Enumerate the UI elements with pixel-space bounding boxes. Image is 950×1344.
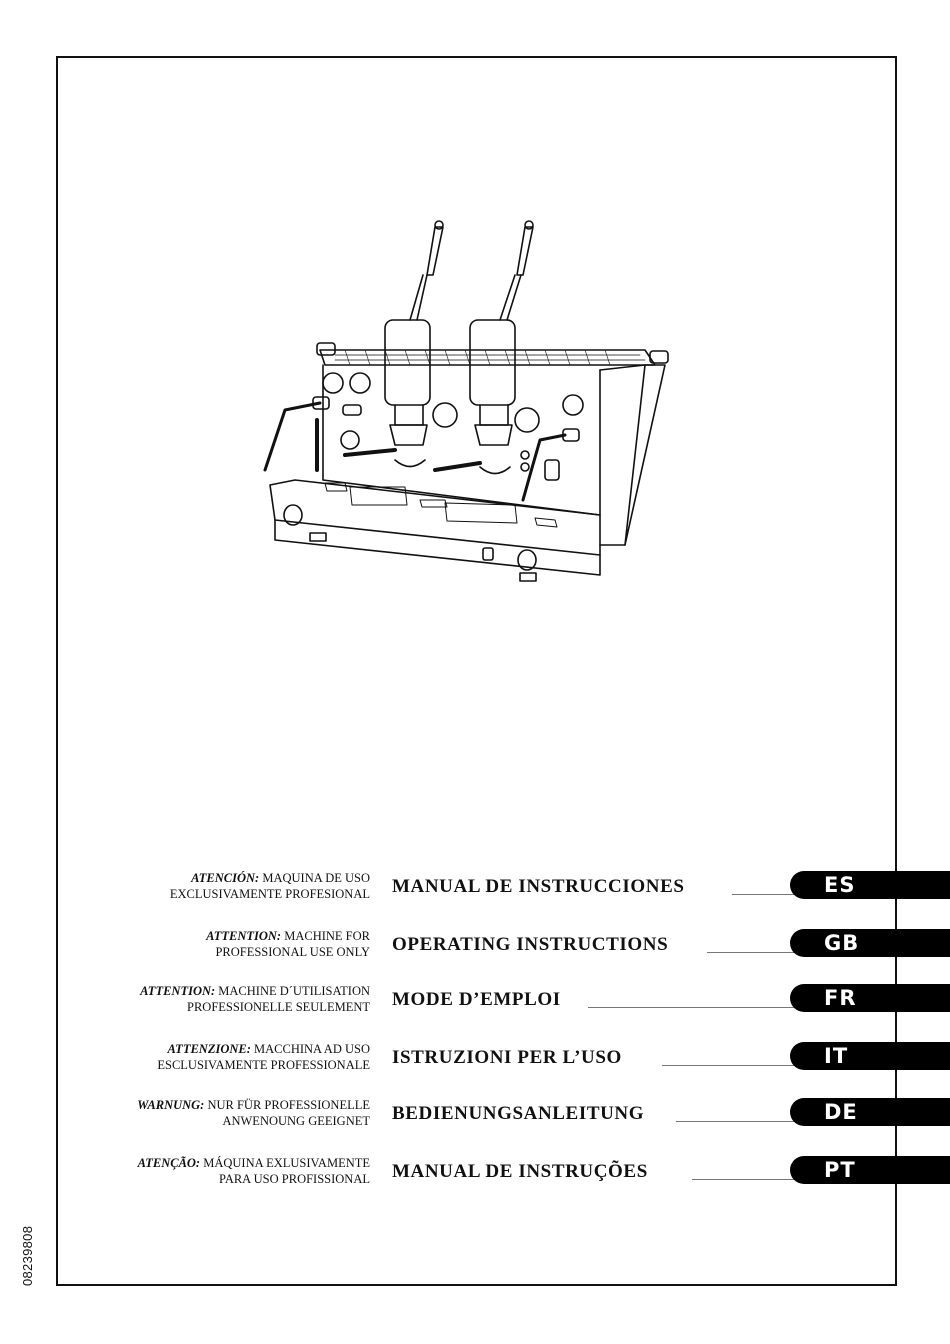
espresso-machine-illustration [255, 215, 675, 585]
warning-text: ANWENOUNG GEEIGNET [222, 1114, 370, 1128]
language-code: PT [824, 1158, 856, 1182]
language-section-fr [0, 983, 950, 1023]
warning-note [70, 1155, 370, 1187]
warning-note [70, 983, 370, 1015]
manual-title: MANUAL DE INSTRUCCIONES [392, 876, 685, 897]
leader-line [588, 1007, 810, 1008]
language-code: GB [824, 931, 860, 955]
warning-text: PROFESSIONAL USE ONLY [215, 945, 370, 959]
warning-text: MACHINE D´UTILISATION [218, 984, 370, 998]
language-tab [790, 1098, 950, 1126]
warning-note [70, 1041, 370, 1073]
manual-title: ISTRUZIONI PER L’USO [392, 1047, 622, 1068]
warning-text: PROFESSIONELLE SEULEMENT [187, 1000, 370, 1014]
warning-text: EXCLUSIVAMENTE PROFESIONAL [169, 887, 370, 901]
manual-title: OPERATING INSTRUCTIONS [392, 934, 669, 955]
warning-label: ATTENTION: [206, 929, 282, 943]
language-tab [790, 1042, 950, 1070]
language-code: DE [824, 1100, 858, 1124]
warning-label: ATENÇÃO: [137, 1156, 201, 1170]
language-section-es [0, 870, 950, 910]
warning-text: NUR FÜR PROFESSIONELLE [207, 1098, 370, 1112]
leader-line [676, 1121, 810, 1122]
language-section-pt [0, 1155, 950, 1195]
leader-line [692, 1179, 810, 1180]
language-tab [790, 984, 950, 1012]
language-section-gb [0, 928, 950, 968]
warning-note [70, 928, 370, 960]
warning-text: MAQUINA DE USO [262, 871, 370, 885]
language-code: IT [824, 1044, 849, 1068]
warning-text: PARA USO PROFISSIONAL [219, 1172, 370, 1186]
language-tab [790, 929, 950, 957]
warning-text: MACCHINA AD USO [254, 1042, 370, 1056]
language-tab [790, 871, 950, 899]
manual-title: MANUAL DE INSTRUÇÕES [392, 1161, 648, 1182]
manual-title: MODE D’EMPLOI [392, 989, 561, 1010]
leader-line [662, 1065, 810, 1066]
manual-title: BEDIENUNGSANLEITUNG [392, 1103, 645, 1124]
language-code: ES [824, 873, 856, 897]
warning-note [70, 1097, 370, 1129]
warning-label: ATTENTION: [140, 984, 216, 998]
warning-text: MÁQUINA EXLUSIVAMENTE [203, 1156, 370, 1170]
language-code: FR [824, 986, 857, 1010]
document-code: 08239808 [20, 1225, 35, 1286]
warning-label: ATENCIÓN: [191, 871, 260, 885]
language-section-it [0, 1041, 950, 1081]
language-section-de [0, 1097, 950, 1137]
warning-label: WARNUNG: [137, 1098, 205, 1112]
warning-note [70, 870, 370, 902]
language-tab [790, 1156, 950, 1184]
warning-label: ATTENZIONE: [167, 1042, 251, 1056]
warning-text: ESCLUSIVAMENTE PROFESSIONALE [157, 1058, 370, 1072]
warning-text: MACHINE FOR [284, 929, 370, 943]
